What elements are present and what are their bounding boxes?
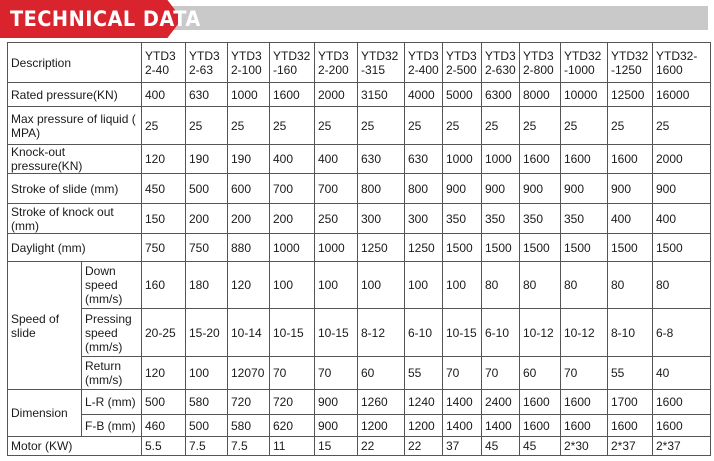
table-cell-value: 1400 <box>443 415 482 437</box>
header-model: YTD32-63 <box>186 43 228 83</box>
table-cell-value: 720 <box>270 390 315 415</box>
row-sublabel: Pressing speed (mm/s) <box>82 309 142 357</box>
table-cell-value: 1000 <box>443 145 482 174</box>
table-cell-value: 12070 <box>228 357 270 390</box>
table-cell-value: 120 <box>142 145 186 174</box>
table-cell-value: 600 <box>228 174 270 204</box>
table-cell-value: 1600 <box>520 145 561 174</box>
table-cell-value: 1700 <box>608 390 653 415</box>
table-cell-value: 25 <box>608 107 653 145</box>
table-cell-value: 900 <box>482 174 520 204</box>
table-cell-value: 580 <box>186 390 228 415</box>
table-cell-value: 25 <box>358 107 405 145</box>
header-model: YTD32-1600 <box>653 43 711 83</box>
table-cell-value: 800 <box>358 174 405 204</box>
table-cell-value: 630 <box>358 145 405 174</box>
table-cell-value: 10-15 <box>270 309 315 357</box>
table-cell-value: 80 <box>520 262 561 309</box>
table-cell-value: 400 <box>270 145 315 174</box>
banner-title: TECHNICAL DATA <box>10 7 201 31</box>
table-row-stroke-slide <box>8 174 711 204</box>
table-cell-value: 1000 <box>228 83 270 107</box>
table-cell-value: 900 <box>608 174 653 204</box>
table-cell-value: 25 <box>186 107 228 145</box>
table-row-knockout-pressure <box>8 145 711 174</box>
table-cell-value: 25 <box>228 107 270 145</box>
table-cell-value: 22 <box>405 437 443 456</box>
table-cell-value: 1600 <box>653 390 711 415</box>
table-cell-value: 1600 <box>561 145 608 174</box>
table-cell-value: 55 <box>608 357 653 390</box>
table-cell-value: 1500 <box>561 234 608 262</box>
table-cell-value: 200 <box>228 204 270 234</box>
table-cell-value: 2000 <box>653 145 711 174</box>
table-cell-value: 300 <box>405 204 443 234</box>
row-label: Rated pressure(KN) <box>8 83 142 107</box>
table-cell-value: 1000 <box>315 234 358 262</box>
table-cell-value: 750 <box>186 234 228 262</box>
table-cell-value: 80 <box>561 262 608 309</box>
table-cell-value: 1250 <box>405 234 443 262</box>
table-cell-value: 70 <box>561 357 608 390</box>
table-cell-value: 2*30 <box>561 437 608 456</box>
table-cell-value: 350 <box>443 204 482 234</box>
table-cell-value: 6300 <box>482 83 520 107</box>
table-cell-value: 1600 <box>608 415 653 437</box>
table-cell-value: 45 <box>520 437 561 456</box>
table-cell-value: 720 <box>228 390 270 415</box>
table-cell-value: 1600 <box>270 83 315 107</box>
table-cell-value: 1600 <box>653 415 711 437</box>
table-cell-value: 40 <box>653 357 711 390</box>
table-cell-value: 3150 <box>358 83 405 107</box>
table-cell-value: 1500 <box>608 234 653 262</box>
table-cell-value: 630 <box>405 145 443 174</box>
table-cell-value: 37 <box>443 437 482 456</box>
table-cell-value: 700 <box>270 174 315 204</box>
table-cell-value: 350 <box>520 204 561 234</box>
table-cell-value: 7.5 <box>186 437 228 456</box>
table-cell-value: 25 <box>142 107 186 145</box>
table-cell-value: 620 <box>270 415 315 437</box>
table-cell-value: 500 <box>186 415 228 437</box>
table-cell-value: 300 <box>358 204 405 234</box>
table-cell-value: 750 <box>142 234 186 262</box>
table-cell-value: 150 <box>142 204 186 234</box>
table-cell-value: 250 <box>315 204 358 234</box>
table-cell-value: 100 <box>186 357 228 390</box>
table-cell-value: 880 <box>228 234 270 262</box>
table-cell-value: 16000 <box>653 83 711 107</box>
table-cell-value: 1600 <box>520 415 561 437</box>
table-row-max-pressure <box>8 107 711 145</box>
table-cell-value: 20-25 <box>142 309 186 357</box>
table-cell-value: 2*37 <box>608 437 653 456</box>
table-cell-value: 350 <box>561 204 608 234</box>
table-cell-value: 5000 <box>443 83 482 107</box>
table-cell-value: 400 <box>608 204 653 234</box>
table-cell-value: 45 <box>482 437 520 456</box>
table-cell-value: 100 <box>405 262 443 309</box>
table-cell-value: 500 <box>186 174 228 204</box>
table-cell-value: 1500 <box>653 234 711 262</box>
table-cell-value: 2*37 <box>653 437 711 456</box>
table-row-header <box>8 43 711 83</box>
row-group-label-dimension: Dimension <box>8 390 82 437</box>
table-cell-value: 15-20 <box>186 309 228 357</box>
row-label: Stroke of slide (mm) <box>8 174 142 204</box>
table-cell-value: 1600 <box>561 390 608 415</box>
table-cell-value: 8-10 <box>608 309 653 357</box>
table-cell-value: 100 <box>358 262 405 309</box>
table-cell-value: 25 <box>561 107 608 145</box>
table-row-motor <box>8 437 711 456</box>
row-label: Max pressure of liquid ( MPA) <box>8 107 142 145</box>
table-cell-value: 2000 <box>315 83 358 107</box>
table-cell-value: 60 <box>358 357 405 390</box>
table-cell-value: 10-12 <box>520 309 561 357</box>
table-cell-value: 25 <box>270 107 315 145</box>
row-sublabel: Return (mm/s) <box>82 357 142 390</box>
table-cell-value: 70 <box>482 357 520 390</box>
table-cell-value: 1500 <box>443 234 482 262</box>
table-row-return-speed <box>8 357 711 390</box>
table-cell-value: 1500 <box>520 234 561 262</box>
table-cell-value: 12500 <box>608 83 653 107</box>
technical-data-banner <box>0 0 714 38</box>
table-cell-value: 190 <box>186 145 228 174</box>
table-cell-value: 11 <box>270 437 315 456</box>
header-model: YTD32-160 <box>270 43 315 83</box>
row-label: Knock-out pressure(KN) <box>8 145 142 174</box>
header-model: YTD32-200 <box>315 43 358 83</box>
table-cell-value: 900 <box>315 415 358 437</box>
table-cell-value: 8000 <box>520 83 561 107</box>
header-model: YTD32-500 <box>443 43 482 83</box>
table-cell-value: 120 <box>228 262 270 309</box>
table-cell-value: 350 <box>482 204 520 234</box>
table-cell-value: 800 <box>405 174 443 204</box>
table-cell-value: 200 <box>270 204 315 234</box>
table-cell-value: 1200 <box>358 415 405 437</box>
table-cell-value: 1260 <box>358 390 405 415</box>
table-cell-value: 25 <box>443 107 482 145</box>
table-cell-value: 22 <box>358 437 405 456</box>
table-cell-value: 1400 <box>443 390 482 415</box>
table-cell-value: 160 <box>142 262 186 309</box>
table-cell-value: 6-10 <box>405 309 443 357</box>
table-cell-value: 10-12 <box>561 309 608 357</box>
table-cell-value: 6-10 <box>482 309 520 357</box>
table-cell-value: 4000 <box>405 83 443 107</box>
table-cell-value: 100 <box>270 262 315 309</box>
row-group-label-speed: Speed of slide <box>8 262 82 390</box>
table-cell-value: 900 <box>315 390 358 415</box>
row-label: Daylight (mm) <box>8 234 142 262</box>
table-cell-value: 1000 <box>270 234 315 262</box>
table-cell-value: 1240 <box>405 390 443 415</box>
table-cell-value: 70 <box>270 357 315 390</box>
table-cell-value: 100 <box>443 262 482 309</box>
header-model: YTD32-400 <box>405 43 443 83</box>
header-model: YTD32-315 <box>358 43 405 83</box>
spec-table <box>7 42 711 456</box>
table-cell-value: 180 <box>186 262 228 309</box>
table-row-stroke-knockout <box>8 204 711 234</box>
table-cell-value: 900 <box>443 174 482 204</box>
table-cell-value: 580 <box>228 415 270 437</box>
table-cell-value: 900 <box>653 174 711 204</box>
header-model: YTD32-100 <box>228 43 270 83</box>
row-sublabel: F-B (mm) <box>82 415 142 437</box>
table-cell-value: 2400 <box>482 390 520 415</box>
table-cell-value: 500 <box>142 390 186 415</box>
header-model: YTD32-630 <box>482 43 520 83</box>
table-cell-value: 630 <box>186 83 228 107</box>
table-cell-value: 55 <box>405 357 443 390</box>
table-cell-value: 450 <box>142 174 186 204</box>
table-cell-value: 25 <box>405 107 443 145</box>
table-cell-value: 10-15 <box>315 309 358 357</box>
table-cell-value: 190 <box>228 145 270 174</box>
table-cell-value: 10-14 <box>228 309 270 357</box>
table-row-down-speed <box>8 262 711 309</box>
table-cell-value: 200 <box>186 204 228 234</box>
table-cell-value: 10000 <box>561 83 608 107</box>
table-cell-value: 25 <box>520 107 561 145</box>
table-cell-value: 1600 <box>520 390 561 415</box>
table-cell-value: 460 <box>142 415 186 437</box>
table-row-rated-pressure <box>8 83 711 107</box>
table-cell-value: 60 <box>520 357 561 390</box>
table-cell-value: 1000 <box>482 145 520 174</box>
table-cell-value: 70 <box>315 357 358 390</box>
table-cell-value: 6-8 <box>653 309 711 357</box>
table-row-dimension-fb <box>8 415 711 437</box>
header-model: YTD32-40 <box>142 43 186 83</box>
table-cell-value: 80 <box>482 262 520 309</box>
table-cell-value: 80 <box>608 262 653 309</box>
table-cell-value: 700 <box>315 174 358 204</box>
table-cell-value: 900 <box>561 174 608 204</box>
table-cell-value: 120 <box>142 357 186 390</box>
table-cell-value: 25 <box>653 107 711 145</box>
row-sublabel: Down speed (mm/s) <box>82 262 142 309</box>
table-cell-value: 5.5 <box>142 437 186 456</box>
table-cell-value: 25 <box>482 107 520 145</box>
table-cell-value: 7.5 <box>228 437 270 456</box>
header-model: YTD32-800 <box>520 43 561 83</box>
header-description: Description <box>8 43 142 83</box>
row-sublabel: L-R (mm) <box>82 390 142 415</box>
table-cell-value: 900 <box>520 174 561 204</box>
table-cell-value: 100 <box>315 262 358 309</box>
table-cell-value: 10-15 <box>443 309 482 357</box>
table-row-pressing-speed <box>8 309 711 357</box>
table-cell-value: 1200 <box>405 415 443 437</box>
table-cell-value: 400 <box>653 204 711 234</box>
table-cell-value: 1250 <box>358 234 405 262</box>
table-cell-value: 1600 <box>561 415 608 437</box>
header-model: YTD32-1000 <box>561 43 608 83</box>
row-label: Motor (KW) <box>8 437 142 456</box>
table-cell-value: 15 <box>315 437 358 456</box>
spec-table-body <box>8 43 711 456</box>
table-cell-value: 400 <box>315 145 358 174</box>
table-cell-value: 400 <box>142 83 186 107</box>
table-row-daylight <box>8 234 711 262</box>
table-cell-value: 8-12 <box>358 309 405 357</box>
table-row-dimension-lr <box>8 390 711 415</box>
table-cell-value: 1600 <box>608 145 653 174</box>
row-label: Stroke of knock out (mm) <box>8 204 142 234</box>
table-cell-value: 70 <box>443 357 482 390</box>
table-cell-value: 80 <box>653 262 711 309</box>
table-cell-value: 25 <box>315 107 358 145</box>
table-cell-value: 1500 <box>482 234 520 262</box>
table-cell-value: 1400 <box>482 415 520 437</box>
header-model: YTD32-1250 <box>608 43 653 83</box>
